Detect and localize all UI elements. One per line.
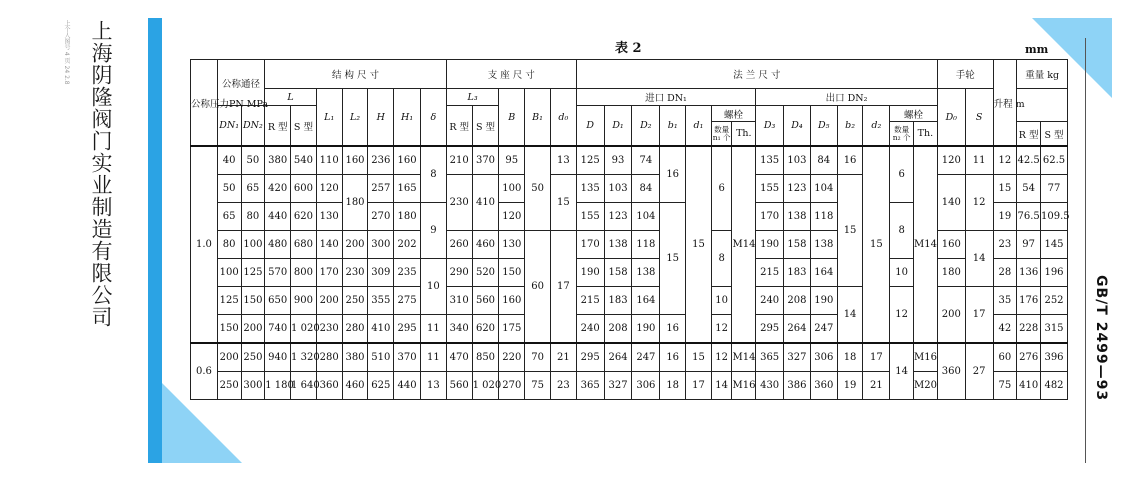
cell: 1 020 [291, 315, 317, 344]
cell: 210 [446, 146, 472, 175]
cell: 93 [604, 146, 632, 175]
cell: 14 [965, 231, 993, 287]
cell: 100 [217, 259, 241, 287]
cell: 164 [810, 259, 837, 287]
hdr-L3-r: R 型 [446, 106, 472, 147]
cell: 120 [316, 175, 342, 203]
cell: 650 [265, 287, 291, 315]
cell: 120 [937, 146, 965, 175]
cell: 14 [890, 343, 914, 400]
cell: 97 [1017, 231, 1041, 259]
cell: 54 [1017, 175, 1041, 203]
cell: 230 [446, 175, 472, 231]
cell: 138 [784, 203, 811, 231]
cell: 8 [420, 146, 446, 203]
cell: 170 [576, 231, 604, 259]
cell: 200 [217, 343, 241, 372]
cell: 104 [810, 175, 837, 203]
hdr-D3: D₃ [756, 106, 784, 147]
cell: 235 [394, 259, 421, 287]
cell: 23 [993, 231, 1017, 259]
cell: 130 [499, 231, 525, 259]
cell: 84 [632, 175, 660, 203]
cell: 230 [342, 259, 368, 287]
hdr-L2: L₂ [342, 89, 368, 147]
cell: 50 [241, 146, 265, 175]
cell: 84 [810, 146, 837, 175]
cell: 42.5 [1017, 146, 1041, 175]
cell: 158 [784, 231, 811, 259]
cell: 236 [368, 146, 394, 175]
right-rule [1085, 38, 1086, 463]
cell: 620 [472, 315, 499, 344]
hdr-d0: d₀ [550, 89, 576, 147]
cell: 19 [837, 372, 863, 400]
cell: 74 [632, 146, 660, 175]
cell: 50 [525, 146, 551, 231]
cell: 11 [965, 146, 993, 175]
cell: 190 [576, 259, 604, 287]
hdr-L1: L₁ [316, 89, 342, 147]
cell: 180 [342, 175, 368, 231]
hdr-delta: δ [420, 89, 446, 147]
hdr-H: H [368, 89, 394, 147]
cell: 183 [784, 259, 811, 287]
cell: 327 [784, 343, 811, 372]
hdr-D4: D₄ [784, 106, 811, 147]
cell: 264 [604, 343, 632, 372]
cell: 95 [499, 146, 525, 175]
hdr-b1: b₁ [660, 106, 686, 147]
cell: 310 [446, 287, 472, 315]
cell: M14 [913, 146, 937, 343]
cell: 136 [1017, 259, 1041, 287]
cell: 800 [291, 259, 317, 287]
cell: 19 [993, 203, 1017, 231]
cell: 240 [576, 315, 604, 344]
hdr-dn1: DN₁ [217, 106, 241, 147]
cell: 176 [1017, 287, 1041, 315]
cell: 6 [890, 146, 914, 203]
cell: 460 [342, 372, 368, 400]
cell: 65 [241, 175, 265, 203]
cell: 100 [241, 231, 265, 259]
cell: 160 [499, 287, 525, 315]
cell: 110 [316, 146, 342, 175]
cell: 270 [499, 372, 525, 400]
cell: M16 [913, 343, 937, 372]
cell: 138 [810, 231, 837, 259]
cell: 295 [576, 343, 604, 372]
hdr-lift: 升程 m [993, 60, 1017, 147]
cell: 1 640 [291, 372, 317, 400]
cell: 170 [316, 259, 342, 287]
cell: 190 [632, 315, 660, 344]
cell: 40 [217, 146, 241, 175]
cell: 520 [472, 259, 499, 287]
cell: 6 [711, 146, 732, 231]
cell: 75 [525, 372, 551, 400]
cell: 80 [241, 203, 265, 231]
hdr-D0: D₀ [937, 89, 965, 147]
cell: 850 [472, 343, 499, 372]
cell: 480 [265, 231, 291, 259]
cell: 170 [756, 203, 784, 231]
cell: 620 [291, 203, 317, 231]
cell: 104 [632, 203, 660, 231]
cell: 306 [810, 343, 837, 372]
cell: M14 [732, 343, 756, 372]
cell: 14 [711, 372, 732, 400]
hdr-bolt-in: 螺栓 [711, 106, 755, 122]
cell: 570 [265, 259, 291, 287]
hdr-L3: L₃ [446, 89, 499, 106]
hdr-D5: D₅ [810, 106, 837, 147]
cell: 1 020 [472, 372, 499, 400]
hdr-b2: b₂ [837, 106, 863, 147]
cell: 27 [965, 343, 993, 400]
cell: 340 [446, 315, 472, 344]
cell: 160 [937, 231, 965, 259]
cell: 8 [711, 231, 732, 287]
cell: 125 [217, 287, 241, 315]
hdr-H1: H₁ [394, 89, 421, 147]
cell: 60 [525, 231, 551, 344]
cell: 15 [550, 175, 576, 231]
cell: 200 [342, 231, 368, 259]
cell: 15 [863, 146, 890, 343]
cell: 250 [241, 343, 265, 372]
cell: 247 [632, 343, 660, 372]
cell: 560 [472, 287, 499, 315]
cell: 740 [265, 315, 291, 344]
cell: 155 [756, 175, 784, 203]
cell: 440 [265, 203, 291, 231]
hdr-D: D [576, 106, 604, 147]
cell: 150 [241, 287, 265, 315]
unit-label: mm [1025, 43, 1049, 56]
cell: 9 [420, 203, 446, 259]
cell: 150 [217, 315, 241, 344]
cell: 380 [265, 146, 291, 175]
cell: 125 [241, 259, 265, 287]
table-row [191, 343, 1068, 372]
cell: 440 [394, 372, 421, 400]
cell: 250 [217, 372, 241, 400]
cell: 228 [1017, 315, 1041, 344]
cell: 290 [446, 259, 472, 287]
cell: 15 [686, 343, 712, 372]
cell: 62.5 [1041, 146, 1068, 175]
cell: 14 [837, 287, 863, 344]
cell: 460 [472, 231, 499, 259]
hdr-flange-dims: 法 兰 尺 寸 [576, 60, 937, 89]
cell: 160 [394, 146, 421, 175]
cell: 200 [316, 287, 342, 315]
cell: 16 [837, 146, 863, 175]
cell: 396 [1041, 343, 1068, 372]
cell: 80 [217, 231, 241, 259]
cell: 306 [632, 372, 660, 400]
cell: M16 [732, 372, 756, 400]
cell: 380 [342, 343, 368, 372]
cell: 680 [291, 231, 317, 259]
cell: 15 [993, 175, 1017, 203]
table-row [191, 372, 1068, 400]
cell: 15 [686, 146, 712, 343]
hdr-nominal-bore: 公称通径 [217, 60, 264, 106]
cell: 280 [342, 315, 368, 344]
cell: 12 [711, 315, 732, 344]
hdr-handwheel: 手轮 [937, 60, 993, 89]
cell: 155 [576, 203, 604, 231]
side-note: 上个人图号 4 页 24 2.8 [63, 20, 70, 85]
cell: 135 [576, 175, 604, 203]
cell: 50 [217, 175, 241, 203]
table-row [191, 146, 1068, 175]
spec-table-wrap [190, 59, 1068, 400]
hdr-B: B [499, 89, 525, 147]
cell: 160 [342, 146, 368, 175]
cell: 360 [810, 372, 837, 400]
cell: M14 [732, 146, 756, 343]
table-body [191, 146, 1068, 400]
cell: 257 [368, 175, 394, 203]
cell: 300 [241, 372, 265, 400]
cell: 15 [660, 203, 686, 315]
cell: 300 [368, 231, 394, 259]
cell: 200 [937, 287, 965, 344]
cell: 200 [241, 315, 265, 344]
cell: 118 [810, 203, 837, 231]
hdr-dn2: DN₂ [241, 106, 265, 147]
standard-code: GB/T 2499—93 [1093, 275, 1109, 402]
cell: 370 [472, 146, 499, 175]
hdr-support-dims: 支 座 尺 寸 [446, 60, 576, 89]
cell: 11 [420, 315, 446, 344]
cell: 16 [660, 315, 686, 344]
cell: 215 [756, 259, 784, 287]
cell: 410 [368, 315, 394, 344]
cell: 10 [890, 259, 914, 287]
cell: 13 [420, 372, 446, 400]
cell: 410 [1017, 372, 1041, 400]
cell: 17 [965, 287, 993, 344]
cell: 140 [937, 175, 965, 231]
hdr-weight: 重量 kg [1017, 60, 1068, 89]
cell: 315 [1041, 315, 1068, 344]
cell: 264 [784, 315, 811, 344]
cell: 370 [394, 343, 421, 372]
cell: 180 [937, 259, 965, 287]
cell: 135 [756, 146, 784, 175]
cell: 35 [993, 287, 1017, 315]
cell: 280 [316, 343, 342, 372]
cell: 65 [217, 203, 241, 231]
cell: 540 [291, 146, 317, 175]
cell: 150 [499, 259, 525, 287]
hdr-L3-s: S 型 [472, 106, 499, 147]
hdr-L-r: R 型 [265, 106, 291, 147]
cell: 360 [937, 343, 965, 400]
hdr-L: L [265, 89, 317, 106]
hdr-B1: B₁ [525, 89, 551, 147]
cell: 165 [394, 175, 421, 203]
cell: 230 [316, 315, 342, 344]
cell: 240 [756, 287, 784, 315]
cell: M20 [913, 372, 937, 400]
cell: 252 [1041, 287, 1068, 315]
cell: 164 [632, 287, 660, 315]
cell: 17 [550, 231, 576, 344]
cell: 13 [550, 146, 576, 175]
hdr-L-s: S 型 [291, 106, 317, 147]
cell: 420 [265, 175, 291, 203]
cell: 138 [604, 231, 632, 259]
cell: 430 [756, 372, 784, 400]
cell: 183 [604, 287, 632, 315]
hdr-pn: 公称压力PN MPa [191, 60, 218, 147]
cell: 15 [837, 175, 863, 287]
spec-table [190, 59, 1068, 400]
cell: 295 [756, 315, 784, 344]
hdr-th2: Th. [913, 122, 937, 147]
cell: 309 [368, 259, 394, 287]
cell: 140 [316, 231, 342, 259]
cell: 12 [890, 287, 914, 344]
cell: 75 [993, 372, 1017, 400]
hdr-th1: Th. [732, 122, 756, 147]
hdr-inlet: 进口 DN₁ [576, 89, 755, 106]
cell: 10 [711, 287, 732, 315]
cell: 10 [420, 259, 446, 315]
cell: 109.5 [1041, 203, 1068, 231]
cell: 103 [604, 175, 632, 203]
cell: 145 [1041, 231, 1068, 259]
cell: 118 [632, 231, 660, 259]
cell: 158 [604, 259, 632, 287]
cell: 16 [660, 146, 686, 203]
cell: 18 [660, 372, 686, 400]
cell: 18 [837, 343, 863, 372]
cell: 76.5 [1017, 203, 1041, 231]
hdr-S: S [965, 89, 993, 147]
cell: 386 [784, 372, 811, 400]
cell: 250 [342, 287, 368, 315]
hdr-w-s: S 型 [1041, 122, 1068, 147]
cell: 125 [576, 146, 604, 175]
cell: 560 [446, 372, 472, 400]
hdr-D1: D₁ [604, 106, 632, 147]
cell-pn: 0.6 [191, 343, 218, 400]
cell: 275 [394, 287, 421, 315]
cell: 600 [291, 175, 317, 203]
cell: 138 [632, 259, 660, 287]
cell: 12 [993, 146, 1017, 175]
cell: 123 [784, 175, 811, 203]
cell: 1 180 [265, 372, 291, 400]
cell: 8 [890, 203, 914, 259]
cell: 295 [394, 315, 421, 344]
cell: 276 [1017, 343, 1041, 372]
cell: 208 [604, 315, 632, 344]
cell: 202 [394, 231, 421, 259]
cell: 190 [756, 231, 784, 259]
cell-pn: 1.0 [191, 146, 218, 343]
hdr-w-r: R 型 [1017, 122, 1041, 147]
cell: 355 [368, 287, 394, 315]
hdr-n2: 数量 n₂ 个 [890, 122, 914, 147]
cell: 470 [446, 343, 472, 372]
cell: 23 [550, 372, 576, 400]
cell: 42 [993, 315, 1017, 344]
company-name: 上海阴隆阀门实业制造有限公司 [89, 20, 113, 328]
cell: 11 [420, 343, 446, 372]
cell: 175 [499, 315, 525, 344]
cell: 190 [810, 287, 837, 315]
cell: 482 [1041, 372, 1068, 400]
hdr-bolt-out: 螺栓 [890, 106, 938, 122]
cell: 12 [711, 343, 732, 372]
cell: 28 [993, 259, 1017, 287]
cell: 12 [965, 175, 993, 231]
cell: 123 [604, 203, 632, 231]
cell: 260 [446, 231, 472, 259]
cell: 70 [525, 343, 551, 372]
cell: 120 [499, 203, 525, 231]
table-header [191, 60, 1068, 147]
cell: 130 [316, 203, 342, 231]
cell: 410 [472, 175, 499, 231]
cell: 17 [863, 343, 890, 372]
cell: 625 [368, 372, 394, 400]
hdr-outlet: 出口 DN₂ [756, 89, 938, 106]
hdr-structure-dims: 结 构 尺 寸 [265, 60, 447, 89]
cell: 365 [756, 343, 784, 372]
cell: 900 [291, 287, 317, 315]
hdr-n1: 数量 n₁ 个 [711, 122, 732, 147]
hdr-d1: d₁ [686, 106, 712, 147]
accent-bar [148, 18, 162, 463]
cell: 17 [686, 372, 712, 400]
cell: 1 320 [291, 343, 317, 372]
cell: 196 [1041, 259, 1068, 287]
hdr-d2: d₂ [863, 106, 890, 147]
cell: 103 [784, 146, 811, 175]
cell: 940 [265, 343, 291, 372]
cell: 220 [499, 343, 525, 372]
cell: 16 [660, 343, 686, 372]
cell: 60 [993, 343, 1017, 372]
cell: 21 [550, 343, 576, 372]
cell: 270 [368, 203, 394, 231]
cell: 77 [1041, 175, 1068, 203]
cell: 327 [604, 372, 632, 400]
cell: 365 [576, 372, 604, 400]
cell: 180 [394, 203, 421, 231]
cell: 21 [863, 372, 890, 400]
table-title: 表 2 [615, 41, 642, 56]
cell: 100 [499, 175, 525, 203]
cell: 215 [576, 287, 604, 315]
cell: 247 [810, 315, 837, 344]
cell: 510 [368, 343, 394, 372]
hdr-D2: D₂ [632, 106, 660, 147]
cell: 360 [316, 372, 342, 400]
cell: 208 [784, 287, 811, 315]
